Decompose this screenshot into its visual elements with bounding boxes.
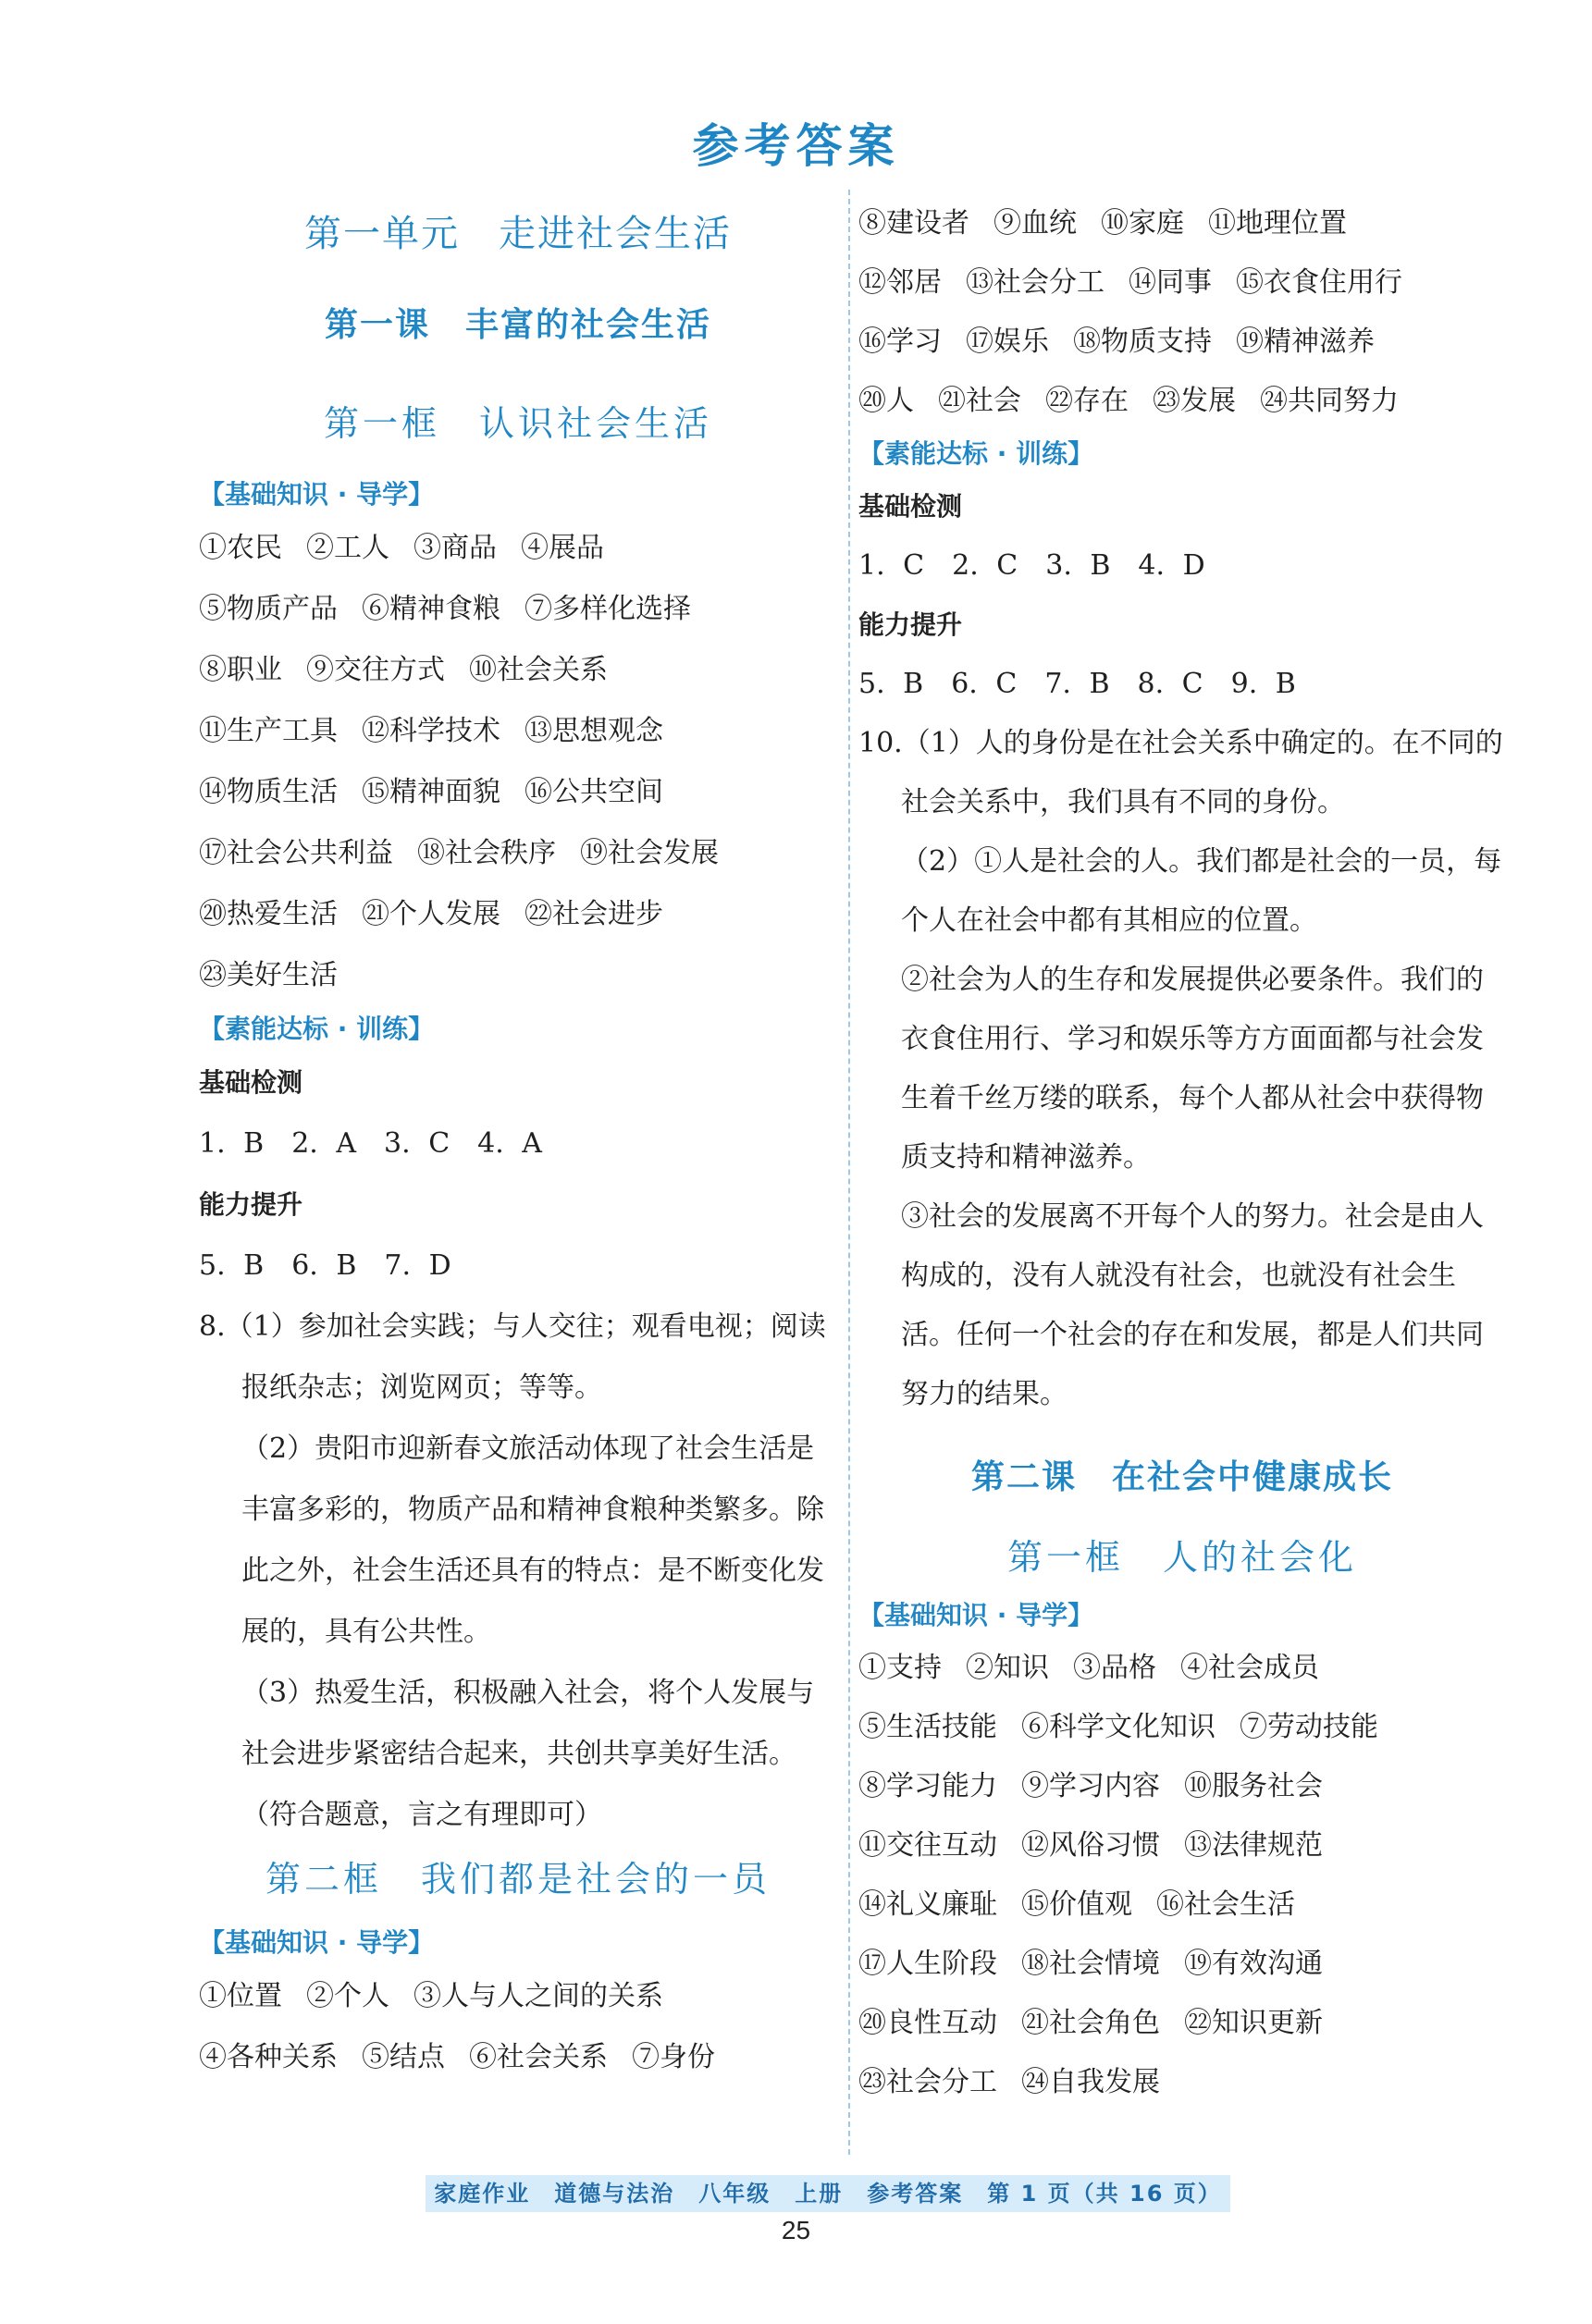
answer-item: ⑳良性互动 [858, 2007, 997, 2039]
answer-row [858, 1816, 1506, 1875]
answer-row [858, 1698, 1506, 1757]
answer-row [199, 640, 837, 701]
answer-item: ⑱社会情境 [1021, 1948, 1160, 1980]
answer-item: ⑳热爱生活 [199, 898, 338, 930]
answer-item: ⑨血统 [993, 207, 1077, 240]
answer-item: ①位置 [199, 1980, 282, 2012]
answer-item: ④各种关系 [199, 2041, 338, 2073]
basic-check-heading: 基础检测 [858, 491, 963, 522]
answer-item: ⑤生活技能 [858, 1711, 997, 1743]
answer-item: ④展品 [521, 532, 604, 564]
column-divider [848, 190, 850, 2155]
answer-item: ⑬社会分工 [966, 266, 1105, 299]
answer-item: ⑰人生阶段 [858, 1948, 997, 1980]
answer-item: ⑲社会发展 [580, 837, 719, 869]
answer-item: ⑫风俗习惯 [1021, 1829, 1160, 1862]
answer-item: ㉔自我发展 [1021, 2066, 1160, 2098]
answer-paragraph: ②社会为人的生存和发展提供必要条件。我们的衣食住用行、学习和娱乐等方方面面都与社会发生着千丝万缕的联系，每个人都从社会中获得物质支持和精神滋养。 [901, 964, 1484, 1174]
answer-item: ③商品 [413, 532, 497, 564]
section-tag-knowledge: 【基础知识 · 导学】 [858, 1600, 1094, 1630]
answer-item: ①支持 [858, 1652, 942, 1684]
answer-item: ⑥社会关系 [469, 2041, 608, 2073]
answer-item: ③人与人之间的关系 [413, 1980, 663, 2012]
answer-item: ㉒存在 [1045, 385, 1129, 417]
lesson-title: 第二课 在社会中健康成长 [970, 1458, 1393, 1496]
answer-item: ⑮价值观 [1021, 1888, 1132, 1921]
answer-item: ⑤结点 [362, 2041, 445, 2073]
answer-item: ⑲有效沟通 [1184, 1948, 1323, 1980]
answer-item: ⑩服务社会 [1184, 1770, 1323, 1802]
answer-item: ⑬思想观念 [524, 715, 663, 747]
answer-item: ㉓社会分工 [858, 2066, 997, 2098]
answer-paragraph: ③社会的发展离不开每个人的努力。社会是由人构成的，没有人就没有社会，也就没有社会生活。任何一个社会的存在和发展，都是人们共同努力的结果。 [901, 1200, 1484, 1410]
frame-title: 第一框 人的社会化 [1006, 1537, 1357, 1578]
answer-row [199, 701, 837, 762]
answer-row [858, 2053, 1506, 2112]
answer-row [858, 1639, 1506, 1698]
answer-item: ⑧建设者 [858, 207, 969, 240]
answer-item: ⑫邻居 [858, 266, 942, 299]
answer-paragraph: 10.（1）人的身份是在社会关系中确定的。在不同的社会关系中，我们具有不同的身份。 [858, 727, 1503, 818]
answer-list [199, 518, 837, 1006]
answer-item: ⑩家庭 [1101, 207, 1184, 240]
ability-heading: 能力提升 [858, 609, 963, 640]
answer-item: ①农民 [199, 532, 282, 564]
answer-item: ⑬法律规范 [1184, 1829, 1323, 1862]
ability-answers: 5. B 6. B 7. D [199, 1249, 451, 1282]
answer-item: ⑥科学文化知识 [1021, 1711, 1216, 1743]
ability-answers: 5. B 6. C 7. B 8. C 9. B [858, 668, 1296, 700]
page-title: 参考答案 [692, 119, 900, 173]
answer-item: ㉒知识更新 [1184, 2007, 1323, 2039]
answer-item: ⑤物质产品 [199, 593, 338, 625]
answer-item: ⑭同事 [1129, 266, 1212, 299]
answer-item: ⑯公共空间 [524, 776, 663, 808]
answer-row [858, 1994, 1506, 2053]
answer-item: ㉔共同努力 [1260, 385, 1399, 417]
answer-item: ③品格 [1073, 1652, 1156, 1684]
page-number: 25 [781, 2216, 811, 2244]
basic-check-heading: 基础检测 [199, 1067, 303, 1098]
answer-list [858, 1639, 1506, 2112]
answer-item: ⑰社会公共利益 [199, 837, 393, 869]
answer-item: ㉑社会 [938, 385, 1021, 417]
answer-item: ㉓美好生活 [199, 959, 338, 991]
footer-bar: 家庭作业 道德与法治 八年级 上册 参考答案 第 1 页（共 16 页） [426, 2175, 1230, 2212]
answer-item: ⑯社会生活 [1156, 1888, 1295, 1921]
answer-paragraph: 8.（1）参加社会实践；与人交往；观看电视；阅读报纸杂志；浏览网页；等等。 [199, 1310, 826, 1404]
answer-row [858, 1875, 1506, 1935]
answer-item: ⑪交往互动 [858, 1829, 997, 1862]
answer-row [199, 945, 837, 1006]
answer-paragraph: （2）贵阳市迎新春文旅活动体现了社会生活是丰富多彩的，物质产品和精神食粮种类繁多。除此之外，社会生活还具有的特点：是不断变化发展的，具有公共性。 [241, 1433, 824, 1648]
answer-item: ㉑社会角色 [1021, 2007, 1160, 2039]
answer-item: ⑥精神食粮 [362, 593, 500, 625]
answer-row [858, 1935, 1506, 1994]
section-tag-knowledge: 【基础知识 · 导学】 [199, 1927, 435, 1958]
unit-title: 第一单元 走进社会生活 [304, 213, 732, 255]
lesson-title: 第一课 丰富的社会生活 [324, 306, 711, 344]
answer-item: ②知识 [966, 1652, 1049, 1684]
basic-answers: 1. B 2. A 3. C 4. A [199, 1127, 542, 1160]
answer-item: ⑪生产工具 [199, 715, 338, 747]
answer-item: ⑧职业 [199, 654, 282, 686]
answer-row [858, 313, 1506, 372]
answer-item: ⑮衣食住用行 [1236, 266, 1402, 299]
answer-row [199, 579, 837, 640]
section-tag-training: 【素能达标 · 训练】 [858, 438, 1094, 469]
answer-item: ⑯学习 [858, 326, 942, 358]
answer-item: ⑨学习内容 [1021, 1770, 1160, 1802]
answer-row [199, 823, 837, 884]
answer-item: ⑳人 [858, 385, 914, 417]
answer-item: ⑧学习能力 [858, 1770, 997, 1802]
answer-item: ⑭礼义廉耻 [858, 1888, 997, 1921]
answer-item: ⑫科学技术 [362, 715, 500, 747]
answer-item: ⑭物质生活 [199, 776, 338, 808]
section-tag-knowledge: 【基础知识 · 导学】 [199, 479, 435, 510]
answer-item: ⑨交往方式 [306, 654, 445, 686]
answer-item: ⑦劳动技能 [1240, 1711, 1378, 1743]
answer-item: ⑦身份 [632, 2041, 715, 2073]
section-tag-training: 【素能达标 · 训练】 [199, 1014, 435, 1044]
answer-row [199, 2027, 837, 2088]
answer-paragraph: （2）①人是社会的人。我们都是社会的一员，每个人在社会中都有其相应的位置。 [901, 845, 1502, 937]
left-column [199, 194, 837, 2088]
answer-item: ⑱物质支持 [1073, 326, 1212, 358]
answer-row [858, 372, 1506, 431]
answer-item: ⑲精神滋养 [1236, 326, 1375, 358]
answer-item: ㉓发展 [1153, 385, 1236, 417]
answer-item: ②个人 [306, 1980, 389, 2012]
answer-item: ②工人 [306, 532, 389, 564]
basic-answers: 1. C 2. C 3. B 4. D [858, 549, 1205, 582]
answer-row [858, 253, 1506, 313]
answer-row [858, 1757, 1506, 1816]
answer-list [858, 194, 1506, 431]
answer-item: ④社会成员 [1180, 1652, 1319, 1684]
frame-title: 第二框 我们都是社会的一员 [265, 1859, 771, 1900]
frame-title: 第一框 认识社会生活 [323, 403, 712, 444]
answer-item: ⑩社会关系 [469, 654, 608, 686]
answer-item: ⑰娱乐 [966, 326, 1049, 358]
answer-list [199, 1966, 837, 2088]
answer-item: ㉑个人发展 [362, 898, 500, 930]
answer-item: ⑪地理位置 [1208, 207, 1347, 240]
answer-row [199, 884, 837, 945]
answer-item: ⑱社会秩序 [417, 837, 556, 869]
answer-row [858, 194, 1506, 253]
answer-item: ⑦多样化选择 [524, 593, 691, 625]
answer-item: ㉒社会进步 [524, 898, 663, 930]
answer-paragraph: （3）热爱生活，积极融入社会，将个人发展与社会进步紧密结合起来，共创共享美好生活。（符合题意，言之有理即可） [241, 1677, 815, 1831]
answer-item: ⑮精神面貌 [362, 776, 500, 808]
answer-row [199, 762, 837, 823]
right-column [858, 194, 1506, 2112]
answer-row [199, 1966, 837, 2027]
ability-heading: 能力提升 [199, 1189, 303, 1220]
answer-row [199, 518, 837, 579]
